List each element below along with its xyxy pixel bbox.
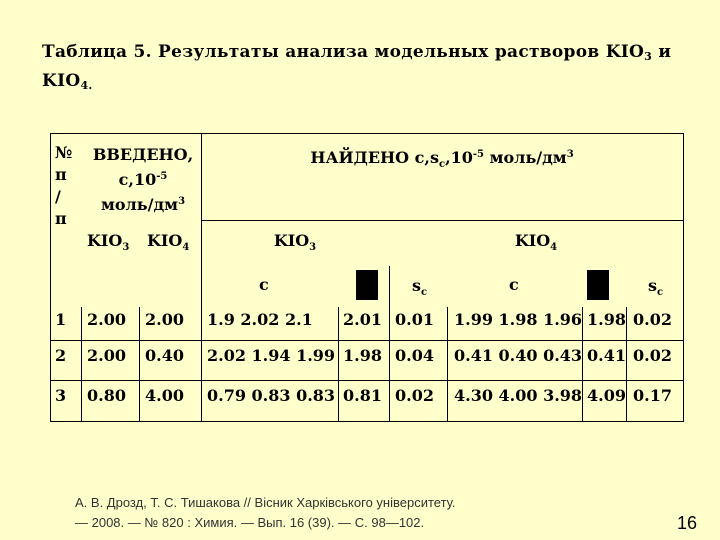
found-kio3-values: 1.9 2.02 2.1 bbox=[207, 310, 313, 329]
row-number-header: № п / п bbox=[55, 143, 73, 228]
found-kio3-mean: 0.81 bbox=[343, 386, 382, 405]
results-table bbox=[50, 133, 684, 422]
grid-line bbox=[201, 134, 202, 421]
introduced-kio3: 0.80 bbox=[87, 386, 126, 405]
grid-line bbox=[51, 380, 683, 381]
introduced-kio3: 2.00 bbox=[87, 346, 126, 365]
found-header: НАЙДЕНО $с,s_c,10^{-5}$ моль/$дм^3$ bbox=[310, 148, 574, 170]
introduced-header: ВВЕДЕНО, $с,10^{-5}$ моль/$дм^3$ bbox=[92, 145, 194, 214]
grid-line bbox=[51, 340, 683, 341]
grid-line bbox=[338, 307, 339, 421]
introduced-kio3: 2.00 bbox=[87, 310, 126, 329]
found-kio4-sc: 0.02 bbox=[633, 310, 672, 329]
row-number: 3 bbox=[55, 386, 67, 405]
found-kio4-values: 0.41 0.40 0.43 bbox=[454, 346, 583, 365]
grid-line bbox=[626, 307, 627, 421]
found-kio4-sc: 0.02 bbox=[633, 346, 672, 365]
citation-line: А. В. Дрозд, Т. С. Тишакова // Вісник Харківського університету. bbox=[75, 495, 456, 510]
citation bbox=[75, 493, 456, 533]
mean-header-marker-kio3 bbox=[356, 270, 378, 300]
found-kio3-sc: 0.04 bbox=[395, 346, 434, 365]
introduced-kio3-header: $KIO_3$ bbox=[87, 231, 130, 253]
c-header-kio3: c bbox=[259, 275, 269, 294]
introduced-kio4: 2.00 bbox=[145, 310, 184, 329]
grid-line bbox=[582, 307, 583, 421]
row-number: 2 bbox=[55, 346, 67, 365]
grid-line bbox=[447, 307, 448, 421]
found-kio3-values: 0.79 0.83 0.83 bbox=[207, 386, 336, 405]
row-number: 1 bbox=[55, 310, 67, 329]
found-kio4-header: $KIO_4$ bbox=[514, 231, 558, 253]
found-kio3-sc: 0.02 bbox=[395, 386, 434, 405]
sc-header-kio4: $s_c$ bbox=[648, 276, 664, 298]
found-kio4-mean: 0.41 bbox=[587, 346, 626, 365]
found-kio3-sc: 0.01 bbox=[395, 310, 434, 329]
found-kio3-header: $KIO_3$ bbox=[273, 231, 317, 253]
introduced-kio4: 0.40 bbox=[145, 346, 184, 365]
grid-line bbox=[389, 266, 390, 421]
found-kio4-values: 4.30 4.00 3.98 bbox=[454, 386, 583, 405]
citation-line: — 2008. — № 820 : Химия. — Вып. 16 (39). — С. 98—102. bbox=[75, 515, 425, 530]
c-header-kio4: c bbox=[509, 275, 519, 294]
found-kio3-values: 2.02 1.94 1.99 bbox=[207, 346, 336, 365]
sc-header-kio3: $s_c$ bbox=[412, 276, 428, 298]
grid-line bbox=[139, 307, 140, 421]
found-kio4-mean: 4.09 bbox=[587, 386, 626, 405]
found-kio3-mean: 2.01 bbox=[343, 310, 382, 329]
mean-header-marker-kio4 bbox=[587, 270, 609, 300]
page-number: 16 bbox=[677, 513, 698, 533]
introduced-kio4-header: $KIO_4$ bbox=[147, 231, 190, 253]
grid-line bbox=[81, 307, 82, 421]
grid-line bbox=[201, 220, 683, 221]
found-kio4-mean: 1.98 bbox=[587, 310, 626, 329]
found-kio4-values: 1.99 1.98 1.96 bbox=[454, 310, 583, 329]
table-title: Таблица 5. Результаты анализа модельных растворов $KIO_3$ и $KIO_{4.}$ bbox=[42, 42, 672, 92]
found-kio4-sc: 0.17 bbox=[633, 386, 672, 405]
introduced-kio4: 4.00 bbox=[145, 386, 184, 405]
found-kio3-mean: 1.98 bbox=[343, 346, 382, 365]
